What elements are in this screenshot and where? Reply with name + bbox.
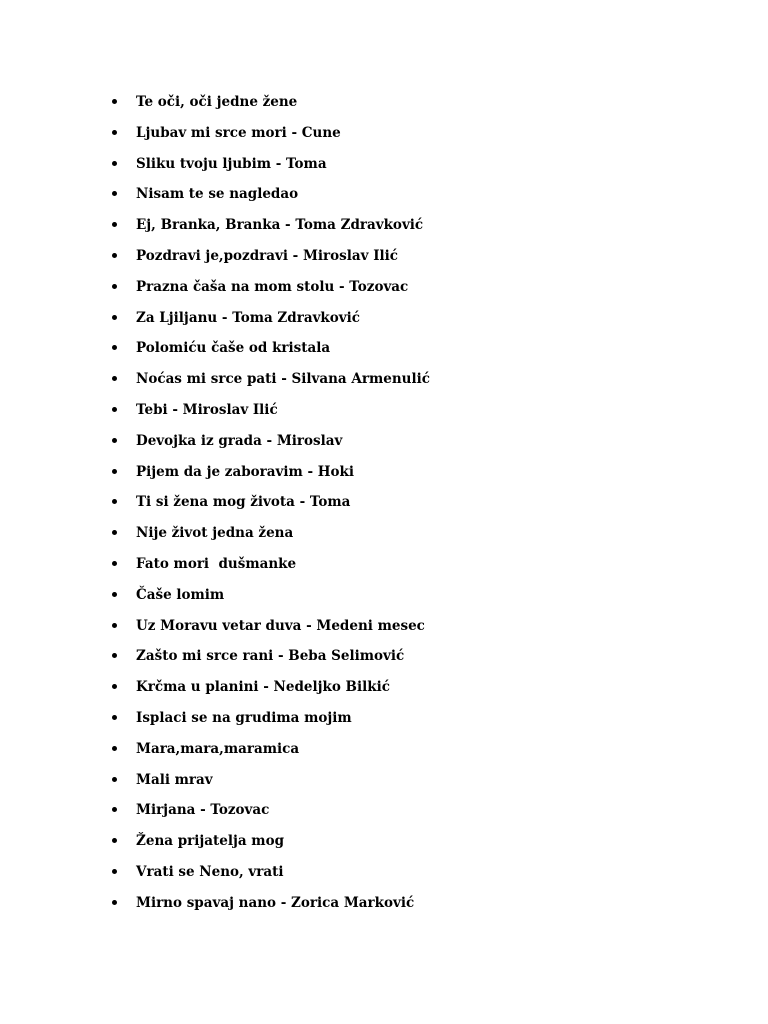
bullet-icon bbox=[112, 807, 117, 812]
bullet-icon bbox=[112, 315, 117, 320]
list-item bbox=[108, 554, 430, 585]
list-item bbox=[108, 338, 430, 369]
song-title: Vrati se Neno, vrati bbox=[136, 863, 284, 880]
bullet-icon bbox=[112, 222, 117, 227]
bullet-icon bbox=[112, 191, 117, 196]
song-title: Mirjana - Tozovac bbox=[136, 802, 270, 819]
bullet-icon bbox=[112, 869, 117, 874]
song-title: Za Ljiljanu - Toma Zdravković bbox=[136, 309, 360, 326]
list-item bbox=[108, 123, 430, 154]
bullet-icon bbox=[112, 900, 117, 905]
list-item bbox=[108, 308, 430, 339]
list-item bbox=[108, 431, 430, 462]
list-item bbox=[108, 708, 430, 739]
list-item bbox=[108, 246, 430, 277]
bullet-icon bbox=[112, 715, 117, 720]
bullet-icon bbox=[112, 653, 117, 658]
song-title: Devojka iz grada - Miroslav bbox=[136, 432, 343, 449]
song-title: Ti si žena mog života - Toma bbox=[136, 494, 351, 511]
list-item bbox=[108, 739, 430, 770]
list-item bbox=[108, 92, 430, 123]
song-title: Ljubav mi srce mori - Cune bbox=[136, 124, 341, 141]
bullet-icon bbox=[112, 407, 117, 412]
list-item bbox=[108, 462, 430, 493]
song-title: Nisam te se nagledao bbox=[136, 186, 299, 203]
song-title: Ej, Branka, Branka - Toma Zdravković bbox=[136, 217, 424, 234]
bullet-icon bbox=[112, 838, 117, 843]
song-title: Mali mrav bbox=[136, 771, 213, 788]
song-title: Pozdravi je,pozdravi - Miroslav Ilić bbox=[136, 247, 398, 264]
song-title: Isplaci se na grudima mojim bbox=[136, 709, 352, 726]
song-title: Zašto mi srce rani - Beba Selimović bbox=[136, 648, 405, 665]
bullet-icon bbox=[112, 499, 117, 504]
bullet-icon bbox=[112, 469, 117, 474]
list-item bbox=[108, 800, 430, 831]
song-title: Čaše lomim bbox=[136, 586, 225, 603]
list-item bbox=[108, 492, 430, 523]
bullet-icon bbox=[112, 253, 117, 258]
list-item bbox=[108, 831, 430, 862]
list-item bbox=[108, 369, 430, 400]
bullet-icon bbox=[112, 592, 117, 597]
song-title: Mara,mara,maramica bbox=[136, 740, 300, 757]
bullet-icon bbox=[112, 161, 117, 166]
bullet-icon bbox=[112, 746, 117, 751]
song-title: Noćas mi srce pati - Silvana Armenulić bbox=[136, 371, 430, 388]
list-item bbox=[108, 154, 430, 185]
bullet-icon bbox=[112, 777, 117, 782]
list-item bbox=[108, 616, 430, 647]
list-item bbox=[108, 770, 430, 801]
bullet-icon bbox=[112, 345, 117, 350]
bullet-icon bbox=[112, 376, 117, 381]
list-item bbox=[108, 585, 430, 616]
song-title: Krčma u planini - Nedeljko Bilkić bbox=[136, 679, 390, 696]
bullet-icon bbox=[112, 130, 117, 135]
song-title: Polomiću čaše od kristala bbox=[136, 340, 331, 357]
list-item bbox=[108, 277, 430, 308]
song-title: Mirno spavaj nano - Zorica Marković bbox=[136, 894, 415, 911]
song-title: Žena prijatelja mog bbox=[136, 833, 285, 850]
list-item bbox=[108, 215, 430, 246]
bullet-icon bbox=[112, 99, 117, 104]
song-title: Sliku tvoju ljubim - Toma bbox=[136, 155, 327, 172]
song-title: Fato mori dušmanke bbox=[136, 555, 297, 572]
song-list bbox=[108, 92, 430, 924]
list-item bbox=[108, 677, 430, 708]
song-title: Prazna čaša na mom stolu - Tozovac bbox=[136, 278, 409, 295]
bullet-icon bbox=[112, 561, 117, 566]
song-title: Pijem da je zaboravim - Hoki bbox=[136, 463, 355, 480]
bullet-icon bbox=[112, 284, 117, 289]
list-item bbox=[108, 893, 430, 924]
list-item bbox=[108, 646, 430, 677]
bullet-icon bbox=[112, 623, 117, 628]
song-title: Uz Moravu vetar duva - Medeni mesec bbox=[136, 617, 425, 634]
list-item bbox=[108, 184, 430, 215]
list-item bbox=[108, 862, 430, 893]
song-title: Tebi - Miroslav Ilić bbox=[136, 401, 278, 418]
list-item bbox=[108, 400, 430, 431]
song-title: Te oči, oči jedne žene bbox=[136, 94, 298, 110]
song-title: Nije život jedna žena bbox=[136, 525, 294, 542]
bullet-icon bbox=[112, 684, 117, 689]
bullet-icon bbox=[112, 438, 117, 443]
bullet-icon bbox=[112, 530, 117, 535]
list-item bbox=[108, 523, 430, 554]
